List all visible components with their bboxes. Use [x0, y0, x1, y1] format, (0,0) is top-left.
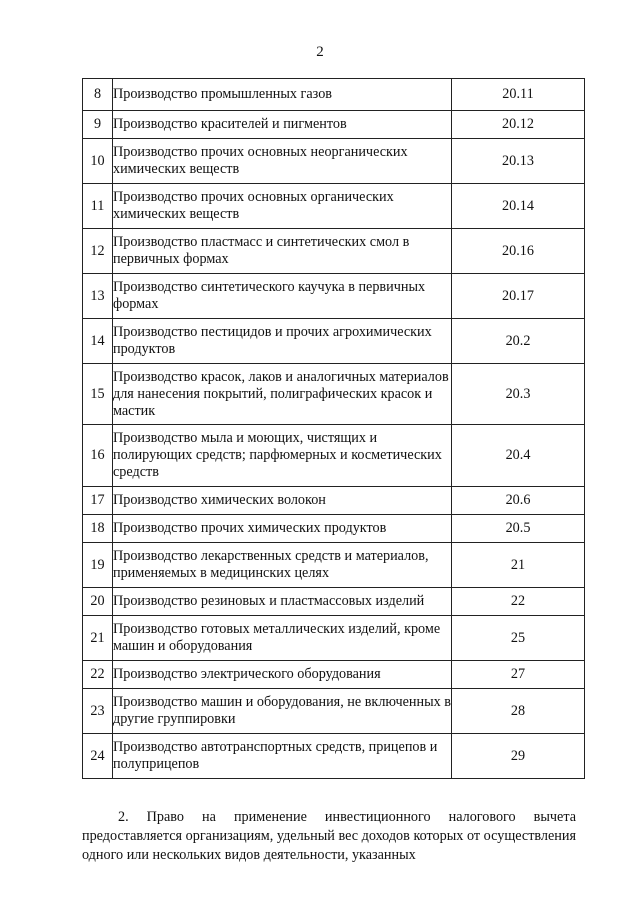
activity-name: Производство готовых металлических изделий, кроме машин и оборудования: [113, 616, 452, 661]
row-number: 8: [83, 79, 113, 111]
row-number: 10: [83, 139, 113, 184]
activity-name: Производство резиновых и пластмассовых изделий: [113, 588, 452, 616]
activity-name: Производство мыла и моющих, чистящих и полирующих средств; парфюмерных и косметических средств: [113, 425, 452, 487]
row-number: 18: [83, 515, 113, 543]
okved-code: 20.17: [452, 274, 585, 319]
okved-code: 20.16: [452, 229, 585, 274]
table-row: [83, 588, 585, 616]
okved-code: 20.13: [452, 139, 585, 184]
paragraph-2: 2. Право на применение инвестиционного налогового вычета предоставляется организациям, удельный вес доходов которых от осуществления одного или нескольких видов деятельности, указанных: [82, 809, 576, 863]
okved-code: 21: [452, 543, 585, 588]
table-body: [83, 79, 585, 779]
table-row: [83, 274, 585, 319]
okved-code: 20.14: [452, 184, 585, 229]
row-number: 9: [83, 111, 113, 139]
table-row: [83, 229, 585, 274]
okved-code: 20.4: [452, 425, 585, 487]
table-row: [83, 319, 585, 364]
table-row: [83, 111, 585, 139]
row-number: 20: [83, 588, 113, 616]
page-number: 2: [316, 44, 324, 60]
row-number: 17: [83, 487, 113, 515]
row-number: 24: [83, 734, 113, 779]
okved-code: 20.11: [452, 79, 585, 111]
okved-code: 27: [452, 661, 585, 689]
activity-name: Производство прочих основных органических химических веществ: [113, 184, 452, 229]
okved-code: 28: [452, 689, 585, 734]
row-number: 16: [83, 425, 113, 487]
table-row: [83, 364, 585, 425]
activity-name: Производство промышленных газов: [113, 79, 452, 111]
row-number: 13: [83, 274, 113, 319]
okved-code: 22: [452, 588, 585, 616]
activity-name: Производство прочих основных неорганических химических веществ: [113, 139, 452, 184]
okved-code: 20.2: [452, 319, 585, 364]
row-number: 12: [83, 229, 113, 274]
table-row: [83, 139, 585, 184]
activity-name: Производство красителей и пигментов: [113, 111, 452, 139]
okved-code: 20.12: [452, 111, 585, 139]
row-number: 21: [83, 616, 113, 661]
okved-code: 20.3: [452, 364, 585, 425]
table-row: [83, 661, 585, 689]
table-row: [83, 543, 585, 588]
okved-code: 25: [452, 616, 585, 661]
table-row: [83, 184, 585, 229]
table-row: [83, 515, 585, 543]
activity-name: Производство машин и оборудования, не включенных в другие группировки: [113, 689, 452, 734]
activity-name: Производство электрического оборудования: [113, 661, 452, 689]
row-number: 14: [83, 319, 113, 364]
okved-code: 29: [452, 734, 585, 779]
okved-code: 20.6: [452, 487, 585, 515]
activity-name: Производство красок, лаков и аналогичных материалов для нанесения покрытий, полиграфических красок и мастик: [113, 364, 452, 425]
table-row: [83, 79, 585, 111]
activity-name: Производство пестицидов и прочих агрохимических продуктов: [113, 319, 452, 364]
activity-name: Производство прочих химических продуктов: [113, 515, 452, 543]
table-row: [83, 487, 585, 515]
activity-name: Производство химических волокон: [113, 487, 452, 515]
activities-table: [82, 78, 585, 779]
okved-code: 20.5: [452, 515, 585, 543]
activity-name: Производство пластмасс и синтетических смол в первичных формах: [113, 229, 452, 274]
activity-name: Производство синтетического каучука в первичных формах: [113, 274, 452, 319]
table-row: [83, 425, 585, 487]
activity-name: Производство автотранспортных средств, прицепов и полуприцепов: [113, 734, 452, 779]
table-row: [83, 689, 585, 734]
row-number: 11: [83, 184, 113, 229]
table-row: [83, 734, 585, 779]
row-number: 19: [83, 543, 113, 588]
row-number: 23: [83, 689, 113, 734]
activity-name: Производство лекарственных средств и материалов, применяемых в медицинских целях: [113, 543, 452, 588]
table-row: [83, 616, 585, 661]
row-number: 22: [83, 661, 113, 689]
row-number: 15: [83, 364, 113, 425]
